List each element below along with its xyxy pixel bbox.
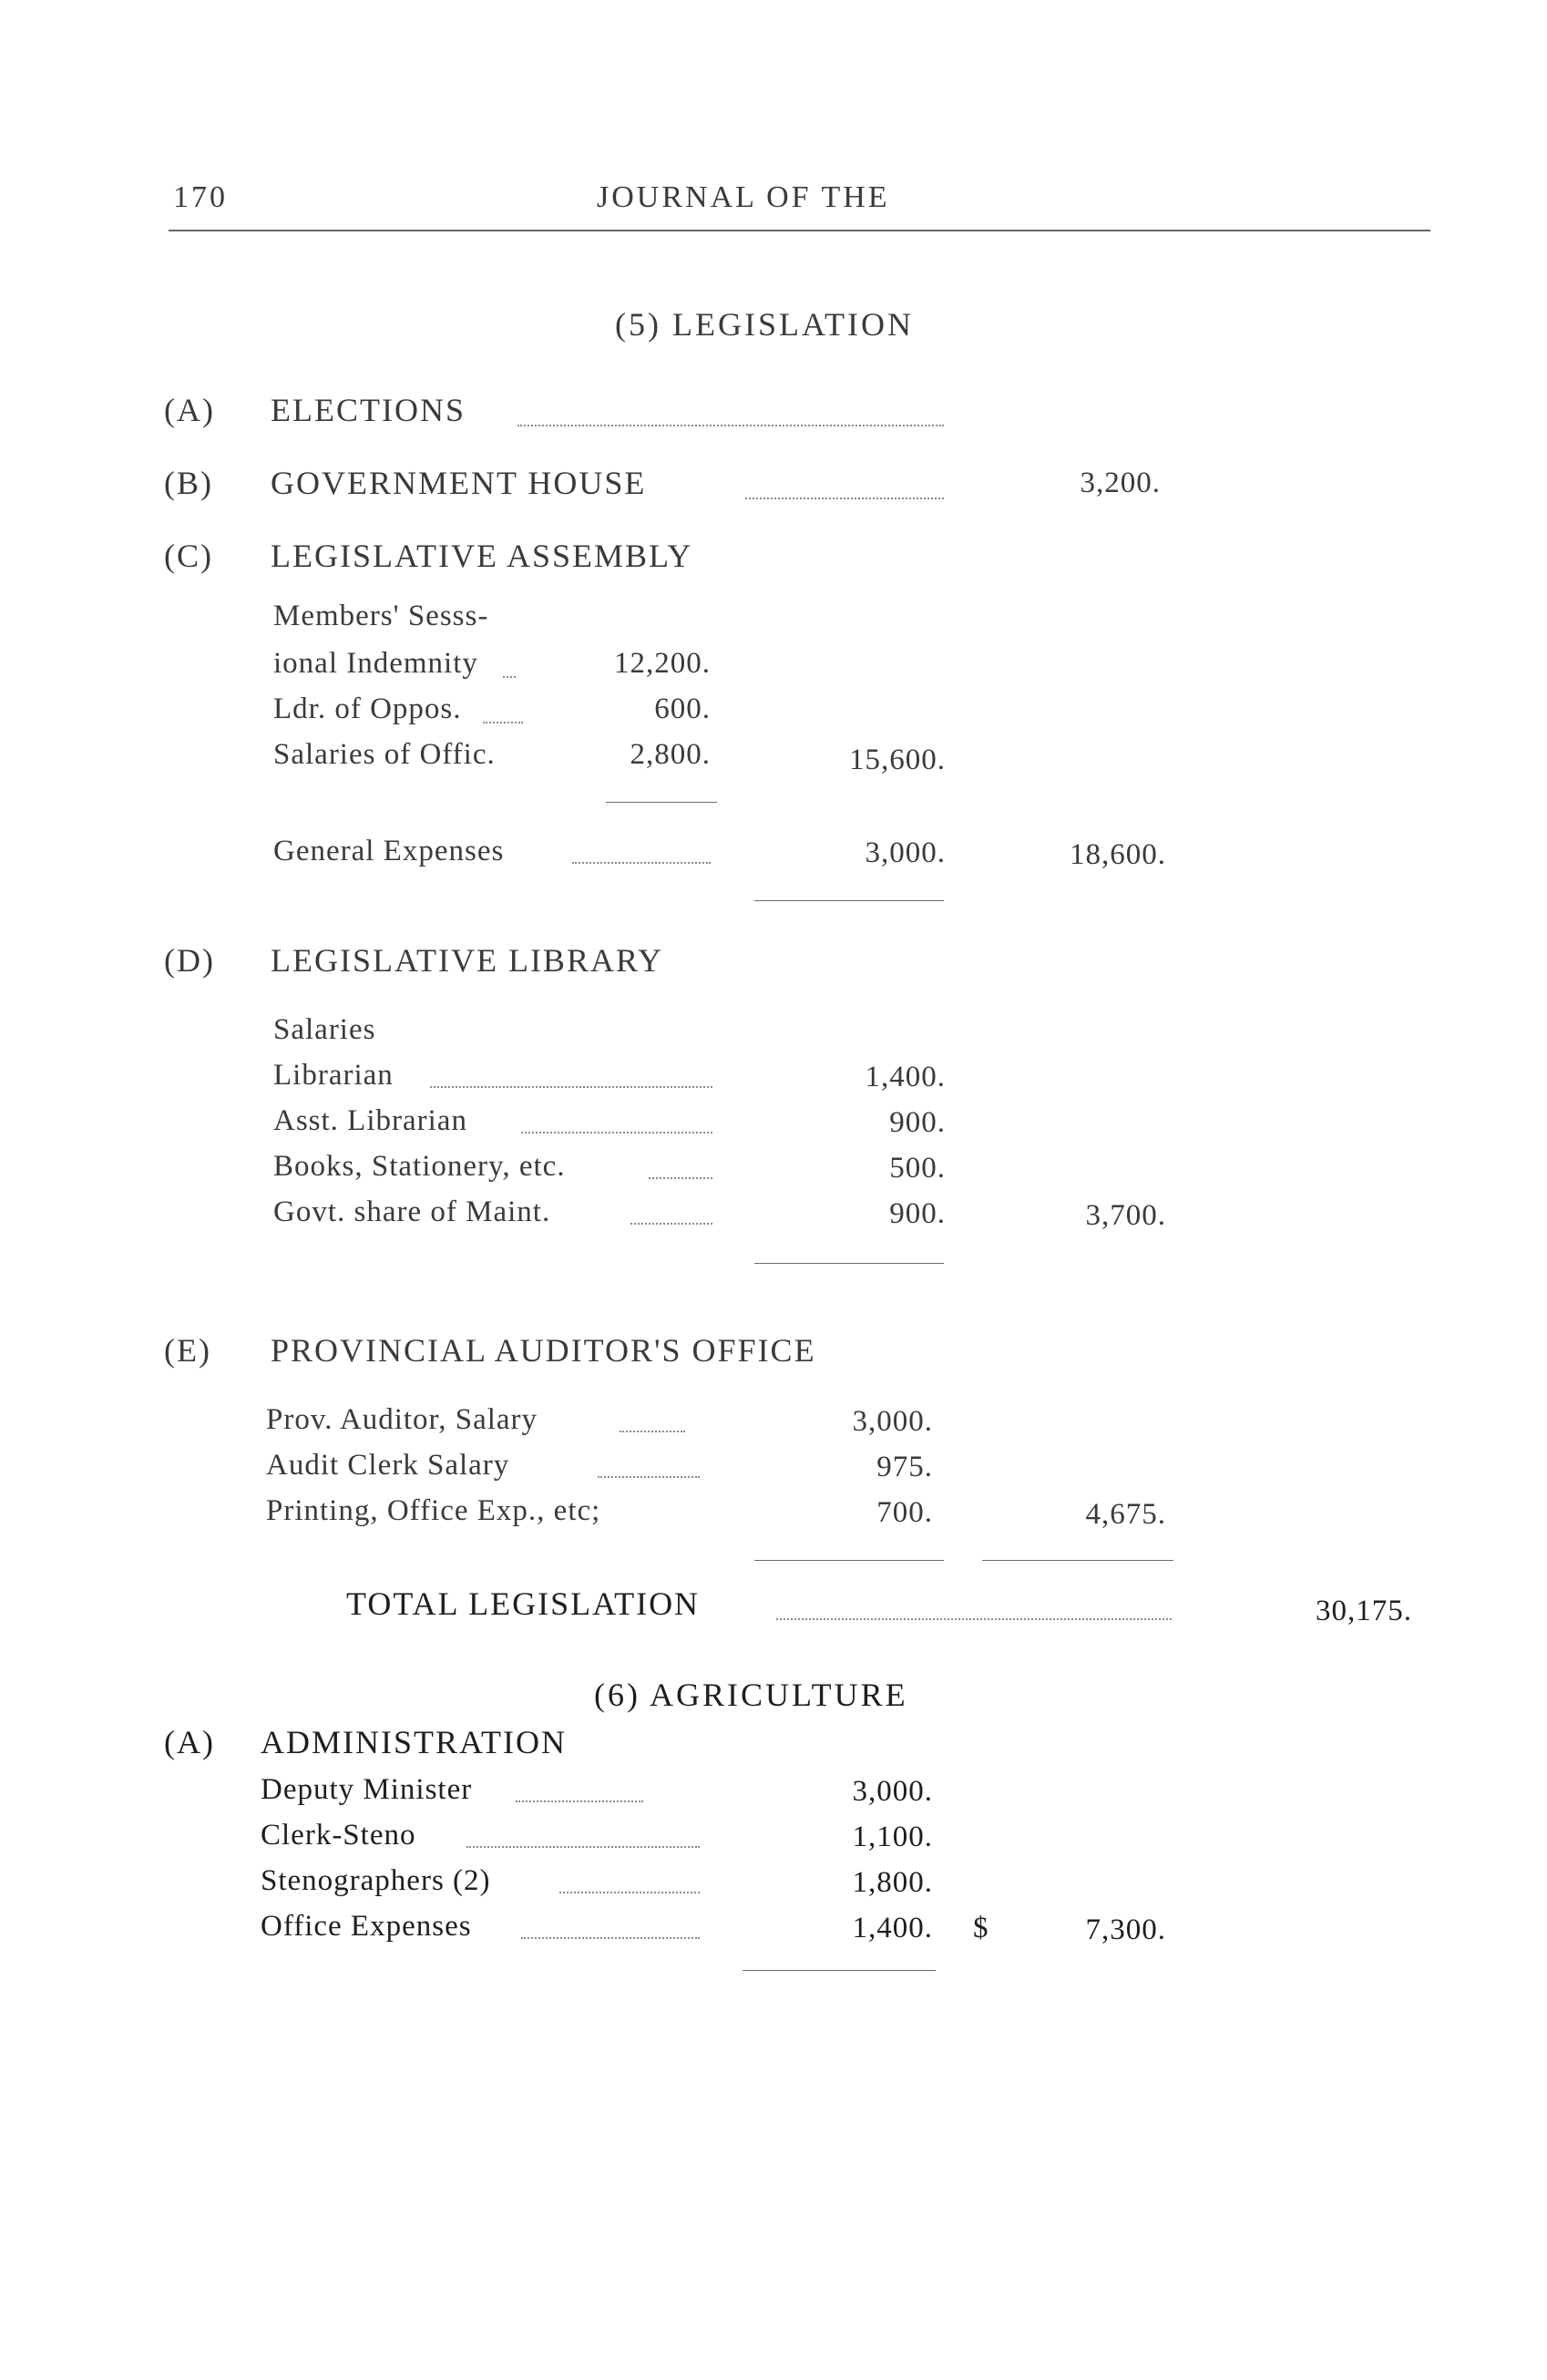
leader-dots [630, 1223, 712, 1225]
salaries-offic-amount: 2,800. [630, 738, 711, 771]
leader-dots [776, 1618, 1172, 1620]
leader-dots [517, 425, 944, 426]
stenographers-label: Stenographers (2) [261, 1864, 491, 1897]
salaries-offic-label: Salaries of Offic. [273, 738, 496, 771]
govt-share-amount: 900. [889, 1197, 946, 1230]
currency-symbol: $ [973, 1912, 989, 1944]
prov-auditor-salary-label: Prov. Auditor, Salary [266, 1403, 538, 1436]
audit-clerk-salary-label: Audit Clerk Salary [266, 1449, 510, 1482]
sum-rule [743, 1970, 936, 1971]
asst-librarian-amount: 900. [889, 1106, 946, 1139]
stenographers-amount: 1,800. [852, 1866, 933, 1899]
leader-dots [483, 722, 523, 723]
printing-office-amount: 700. [876, 1496, 933, 1529]
item-letter-e: (E) [164, 1332, 211, 1369]
leader-dots [503, 676, 516, 678]
office-expenses-amount: 1,400. [852, 1912, 933, 1944]
total-legislation-amount: 30,175. [1316, 1595, 1412, 1627]
running-title: JOURNAL OF THE [597, 180, 890, 214]
asst-librarian-label: Asst. Librarian [273, 1104, 467, 1137]
leader-dots [516, 1800, 643, 1802]
item-letter-b: (B) [164, 465, 213, 501]
assembly-subtotal: 15,600. [849, 744, 946, 776]
general-expenses-label: General Expenses [273, 835, 505, 867]
books-stationery-label: Books, Stationery, etc. [273, 1150, 566, 1183]
sum-rule [754, 1560, 944, 1561]
library-total: 3,700. [1085, 1199, 1166, 1232]
members-indemnity-amount: 12,200. [614, 647, 711, 680]
page-number: 170 [173, 180, 228, 214]
general-expenses-amount: 3,000. [865, 836, 946, 869]
government-house-label: GOVERNMENT HOUSE [271, 465, 647, 501]
ldr-oppos-amount: 600. [654, 692, 711, 725]
sum-rule [982, 1560, 1173, 1561]
audit-clerk-salary-amount: 975. [876, 1451, 933, 1483]
leader-dots [430, 1086, 712, 1088]
printing-office-label: Printing, Office Exp., etc; [266, 1494, 601, 1527]
sum-rule [606, 802, 717, 803]
section-title-agriculture: (6) AGRICULTURE [594, 1677, 908, 1713]
leader-dots [572, 862, 711, 864]
assembly-total: 18,600. [1070, 838, 1166, 871]
deputy-minister-label: Deputy Minister [261, 1773, 473, 1806]
section-title-legislation: (5) LEGISLATION [615, 306, 914, 343]
leader-dots [620, 1431, 685, 1432]
item-letter-c: (C) [164, 538, 213, 574]
administration-label: ADMINISTRATION [261, 1724, 567, 1760]
members-indemnity-label-line2: ional Indemnity [273, 647, 478, 680]
librarian-amount: 1,400. [865, 1061, 946, 1093]
leader-dots [745, 498, 944, 499]
deputy-minister-amount: 3,000. [852, 1775, 933, 1808]
leader-dots [521, 1937, 700, 1939]
government-house-amount: 3,200. [1080, 467, 1161, 499]
sum-rule [754, 900, 944, 901]
govt-share-label: Govt. share of Maint. [273, 1195, 551, 1228]
leader-dots [521, 1132, 712, 1134]
auditor-total: 4,675. [1085, 1498, 1166, 1531]
item-letter-a: (A) [164, 392, 215, 428]
members-indemnity-label-line1: Members' Sesss- [273, 600, 489, 632]
clerk-steno-amount: 1,100. [852, 1821, 933, 1853]
clerk-steno-label: Clerk-Steno [261, 1819, 416, 1852]
books-stationery-amount: 500. [889, 1152, 946, 1185]
elections-label: ELECTIONS [271, 392, 466, 428]
leader-dots [649, 1177, 712, 1179]
library-salaries-heading: Salaries [273, 1013, 376, 1046]
ldr-oppos-label: Ldr. of Oppos. [273, 692, 462, 725]
item-letter-a: (A) [164, 1724, 215, 1760]
leader-dots [559, 1892, 700, 1893]
item-letter-d: (D) [164, 942, 215, 979]
leader-dots [598, 1476, 700, 1478]
provincial-auditor-label: PROVINCIAL AUDITOR'S OFFICE [271, 1332, 816, 1369]
administration-total: 7,300. [1085, 1913, 1166, 1946]
header-rule [169, 230, 1430, 231]
total-legislation-label: TOTAL LEGISLATION [346, 1585, 701, 1622]
leader-dots [466, 1846, 700, 1848]
librarian-label: Librarian [273, 1059, 394, 1092]
office-expenses-label: Office Expenses [261, 1910, 472, 1943]
legislative-assembly-label: LEGISLATIVE ASSEMBLY [271, 538, 693, 574]
prov-auditor-salary-amount: 3,000. [852, 1405, 933, 1438]
sum-rule [754, 1263, 944, 1264]
legislative-library-label: LEGISLATIVE LIBRARY [271, 942, 663, 979]
